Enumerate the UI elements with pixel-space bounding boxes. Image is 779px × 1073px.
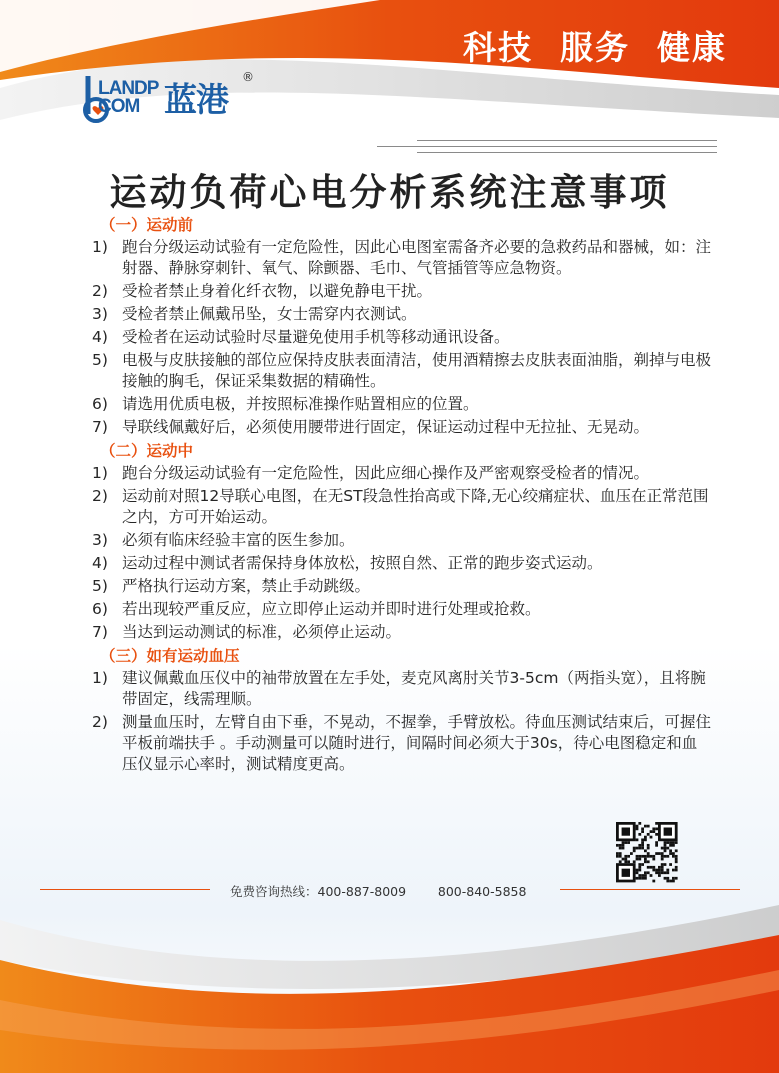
item-text: 导联线佩戴好后，必须使用腰带进行固定，保证运动过程中无拉扯、无晃动。 [122,418,650,436]
section-heading: （一）运动前 [100,216,194,234]
item-text: 跑台分级运动试验有一定危险性，因此应细心操作及严密观察受检者的情况。 [122,464,650,482]
item-text: 跑台分级运动试验有一定危险性，因此心电图室需备齐必要的急救药品和器械，如：注射器、静脉穿刺针、氧气、除颤器、毛巾、气管插管等应急物资。 [122,238,712,277]
item-text: 必须有临床经验丰富的医生参加。 [122,531,355,549]
list-item [92,417,712,438]
item-text: 电极与皮肤接触的部位应保持皮肤表面清洁，使用酒精擦去皮肤表面油脂，剃掉与电极接触的胸毛，保证采集数据的精确性。 [122,351,712,390]
hotline-phone-2: 800-840-5858 [437,884,527,899]
list-item [92,486,712,528]
item-number: 6) [92,600,108,618]
list-item [92,530,712,551]
item-number: 2) [92,282,108,300]
footer-line-right [560,889,740,890]
item-text: 当达到运动测试的标准，必须停止运动。 [122,623,402,641]
item-text: 受检者禁止身着化纤衣物，以避免静电干扰。 [122,282,433,300]
hotline-phone-1: 400-887-8009 [317,884,407,899]
divider-line [417,140,717,141]
item-number: 5) [92,351,108,369]
section-heading: （二）运动中 [100,442,194,460]
hotline-label: 免费咨询热线： [230,884,318,899]
logo-text-en-2: COM [98,96,140,117]
list-item [92,327,712,348]
hotline [230,882,526,900]
list-item [92,599,712,620]
notice-content [92,214,712,777]
divider-line [377,146,717,147]
item-number: 2) [92,487,108,505]
brand-logo [76,68,256,128]
list-item [92,463,712,484]
section-heading: （三）如有运动血压 [100,647,240,665]
item-text: 运动过程中测试者需保持身体放松，按照自然、正常的跑步姿式运动。 [122,554,603,572]
item-number: 4) [92,328,108,346]
list-item [92,553,712,574]
item-number: 6) [92,395,108,413]
item-text: 严格执行运动方案，禁止手动跳级。 [122,577,371,595]
logo-text-cn: 蓝港 [164,80,228,119]
registered-mark: ® [242,70,254,84]
item-number: 3) [92,305,108,323]
item-number: 7) [92,418,108,436]
item-number: 5) [92,577,108,595]
item-text: 测量血压时，左臂自由下垂，不晃动，不握拳，手臂放松。待血压测试结束后，可握住平板前端扶手 。手动测量可以随时进行，间隔时间必须大于30s，待心电图稳定和血压仪显示心率时，测试精度更高。 [122,713,712,773]
list-item [92,668,712,710]
item-text: 建议佩戴血压仪中的袖带放置在左手处，麦克风离肘关节3-5cm（两指头宽），且将腕带固定，线需理顺。 [122,669,706,708]
list-item [92,394,712,415]
qr-code [613,822,683,884]
item-number: 7) [92,623,108,641]
item-text: 受检者禁止佩戴吊坠，女士需穿内衣测试。 [122,305,417,323]
list-item [92,622,712,643]
page-title: 运动负荷心电分析系统注意事项 [109,170,670,214]
item-number: 2) [92,713,108,731]
item-text: 受检者在运动试验时尽量避免使用手机等移动通讯设备。 [122,328,510,346]
item-number: 3) [92,531,108,549]
item-text: 请选用优质电极，并按照标准操作贴置相应的位置。 [122,395,479,413]
item-text: 运动前对照12导联心电图，在无ST段急性抬高或下降,无心绞痛症状、血压在正常范围之内，方可开始运动。 [122,487,709,526]
list-item [92,350,712,392]
divider-line [417,152,717,153]
logo-text-en-1: LANDP [98,78,159,99]
footer-line-left [40,889,210,890]
slogan: 科技 服务 健康 [463,28,727,67]
list-item [92,304,712,325]
item-number: 1) [92,464,108,482]
list-item [92,712,712,775]
list-item [92,281,712,302]
item-number: 1) [92,238,108,256]
item-number: 1) [92,669,108,687]
item-text: 若出现较严重反应，应立即停止运动并即时进行处理或抢救。 [122,600,541,618]
item-number: 4) [92,554,108,572]
list-item [92,576,712,597]
list-item [92,237,712,279]
